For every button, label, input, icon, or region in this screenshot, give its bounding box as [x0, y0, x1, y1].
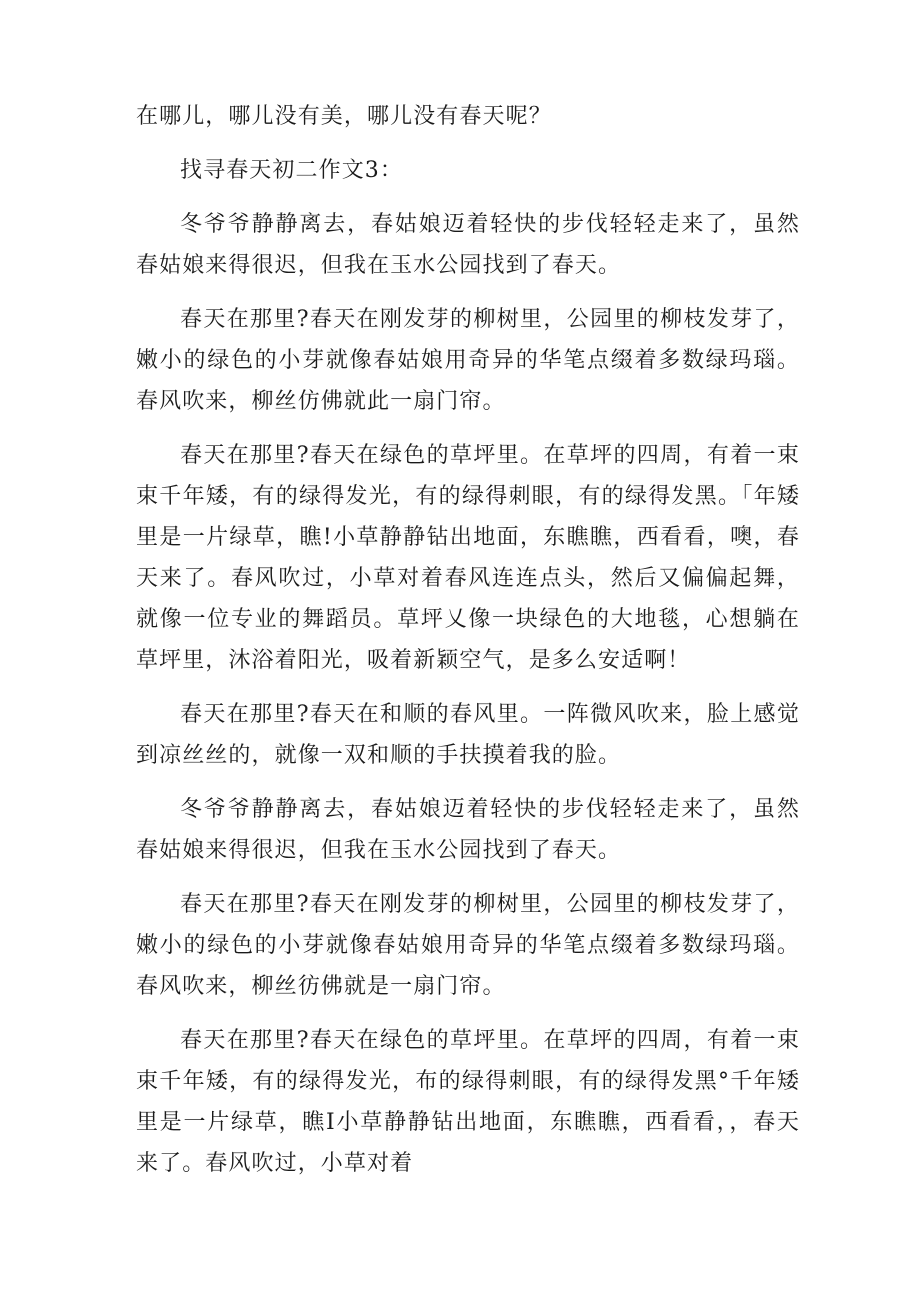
paragraph: 春天在那里?春天在刚发芽的柳树里，公园里的柳枝发芽了，嫩小的绿色的小芽就像春姑娘用奇异的华笔点缀着多数绿玛瑙。春风吹来，柳丝仿佛就此一扇门帘。 [136, 307, 800, 414]
paragraph: 春天在那里?春天在刚发芽的柳树里，公园里的柳枝发芽了，嫩小的绿色的小芽就像春姑娘用奇异的华笔点缀着多数绿玛瑙。春风吹来，柳丝彷佛就是一扇门帘。 [136, 892, 800, 999]
section-heading: 找寻春天初二作文3： [180, 158, 403, 183]
paragraph: 春天在那里?春天在绿色的草坪里。在草坪的四周，有着一束束千年矮，有的绿得发光，布的绿得刺眼，有的绿得发黑°千年矮里是一片绿草，瞧I小草静静钻出地面，东瞧瞧，西看看，，春天来了。春风吹过，小草对着 [136, 1028, 800, 1176]
paragraph: 冬爷爷静静离去，春姑娘迈着轻快的步伐轻轻走来了，虽然春姑娘来得很迟，但我在玉水公园找到了春天。 [136, 797, 800, 863]
paragraph-continuation: 在哪儿，哪儿没有美，哪儿没有春天呢？ [136, 104, 552, 129]
document-body [136, 96, 800, 1197]
paragraph: 冬爷爷静静离去，春姑娘迈着轻快的步伐轻轻走来了，虽然春姑娘来得很迟，但我在玉水公园找到了春天。 [136, 212, 800, 278]
paragraph: 春天在那里?春天在绿色的草坪里。在草坪的四周，有着一束束千年矮，有的绿得发光，有的绿得刺眼，有的绿得发黑。「年矮里是一片绿草，瞧!小草静静钻出地面，东瞧瞧，西看看，噢，春天来了。春风吹过，小草对着春风连连点头，然后又偏偏起舞，就像一位专业的舞蹈员。草坪乂像一块绿色的大地毯，心想躺在草坪里，沐浴着阳光，吸着新颖空气，是多么安适啊！ [136, 443, 800, 673]
paragraph: 春天在那里?春天在和顺的春风里。一阵微风吹来，脸上感觉到凉丝丝的，就像一双和顺的手扶摸着我的脸。 [136, 702, 800, 768]
